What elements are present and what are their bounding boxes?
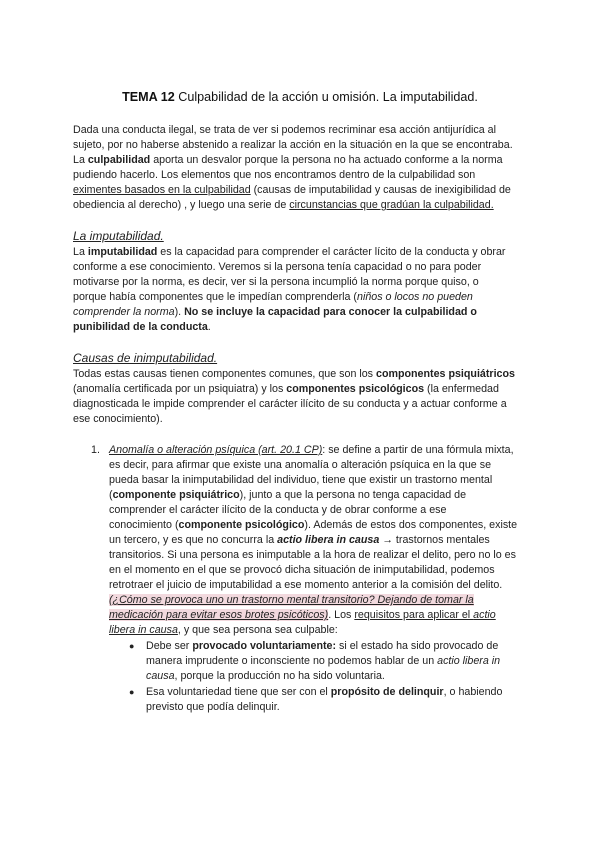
list-item-line: un tercero, y es que no concurra la actio libera in causa → trastornos mentales [109,534,490,546]
highlighted-line: medicación para evitar esos brotes psicóticos). Los requisitos para aplicar el actio [109,609,496,621]
list-item-line: retrotraer el juicio de imputabilidad a ese momento anterior a la comisión del delito. [109,579,503,591]
paragraph-line: ese conocimiento). [73,413,163,425]
paragraph-line: conforme a ese conocimiento. Veremos si la persona tenía capacidad o no para poder [73,261,482,273]
section-heading-causas: Causas de inimputabilidad. [73,351,218,365]
bullet-line: manera imprudente o inconsciente no podemos hablar de un actio libera in [146,655,501,667]
highlighted-line: (¿Cómo se provoca uno un trastorno mental transitorio? Dejando de tomar la [109,594,474,606]
bullet-line: Esa voluntariedad tiene que ser con el propósito de delinquir, o habiendo [146,686,503,698]
paragraph-line: La imputabilidad es la capacidad para comprender el carácter lícito de la conducta y obrar [73,246,506,258]
section-heading-imputabilidad: La imputabilidad. [73,229,164,243]
list-item-line: conocimiento (componente psicológico). Además de estos dos componentes, existe [109,519,518,531]
list-item-line: (componente psiquiátrico), junto a que la persona no tenga capacidad de [109,489,467,501]
paragraph-line: motivarse por la norma, es decir, ver si la persona incumplió la norma porque quiso, o [73,276,479,288]
list-item-line: comprender el carácter ilícito de la conducta y de obrar conforme a ese [109,504,447,516]
list-item-line: transitorios. Si una persona es inimputable a la hora de realizar el delito, pero no lo es [109,549,516,561]
list-item-line: es decir, para afirmar que existe una anomalía o alteración psíquica en la que se [109,459,492,471]
paragraph-line: comprender la norma). No se incluye la capacidad para conocer la culpabilidad o [73,306,477,318]
intro-line: eximentes basados en la culpabilidad (causas de imputabilidad y causas de inexigibilidad de [73,184,511,196]
intro-line: sujeto, por no haberse abstenido a realizar la acción en la situación en la que se encontraba. [73,139,513,151]
bullet-icon: ● [129,641,135,651]
page-title: TEMA 12 Culpabilidad de la acción u omisión. La imputabilidad. [122,90,478,104]
bullet-line: previsto que podía delinquir. [146,701,280,713]
intro-line: obediencia al derecho) , y luego una serie de circunstancias que gradúan la culpabilidad. [73,199,494,211]
paragraph-line: punibilidad de la conducta. [73,321,211,333]
bullet-line: causa, porque la producción no ha sido voluntaria. [146,670,385,682]
bullet-line: Debe ser provocado voluntariamente: si el estado ha sido provocado de [146,640,499,652]
paragraph-line: diagnosticada le impide comprender el carácter ilícito de su conducta y a actuar conforme a [73,398,507,410]
list-item-line: libera in causa, y que sea persona sea culpable: [109,624,338,636]
paragraph-line: (anomalía certificada por un psiquiatra) y los componentes psicológicos (la enfermedad [73,383,499,395]
list-item-line: Anomalía o alteración psíquica (art. 20.1 CP): se define a partir de una fórmula mixta, [109,444,514,456]
intro-line: Dada una conducta ilegal, se trata de ver si podemos recriminar esa acción antijurídica al [73,124,496,136]
intro-line: La culpabilidad aporta un desvalor porque la persona no ha actuado conforme a la norma [73,154,503,166]
list-item-line: pueda basar la inimputabilidad del individuo, tiene que existir un trastorno mental [109,474,493,486]
paragraph-line: porque había componentes que le impedían comprenderla (niños o locos no pueden [73,291,473,303]
intro-line: pudiendo hacerlo. Los elementos que nos encontramos dentro de la culpabilidad son [73,169,476,181]
list-item-line: en el momento en el que se provocó dicha situación de inimputabilidad, podemos [109,564,495,576]
list-number: 1. [91,444,100,456]
bullet-icon: ● [129,687,135,697]
paragraph-line: Todas estas causas tienen componentes comunes, que son los componentes psiquiátricos [73,368,515,380]
